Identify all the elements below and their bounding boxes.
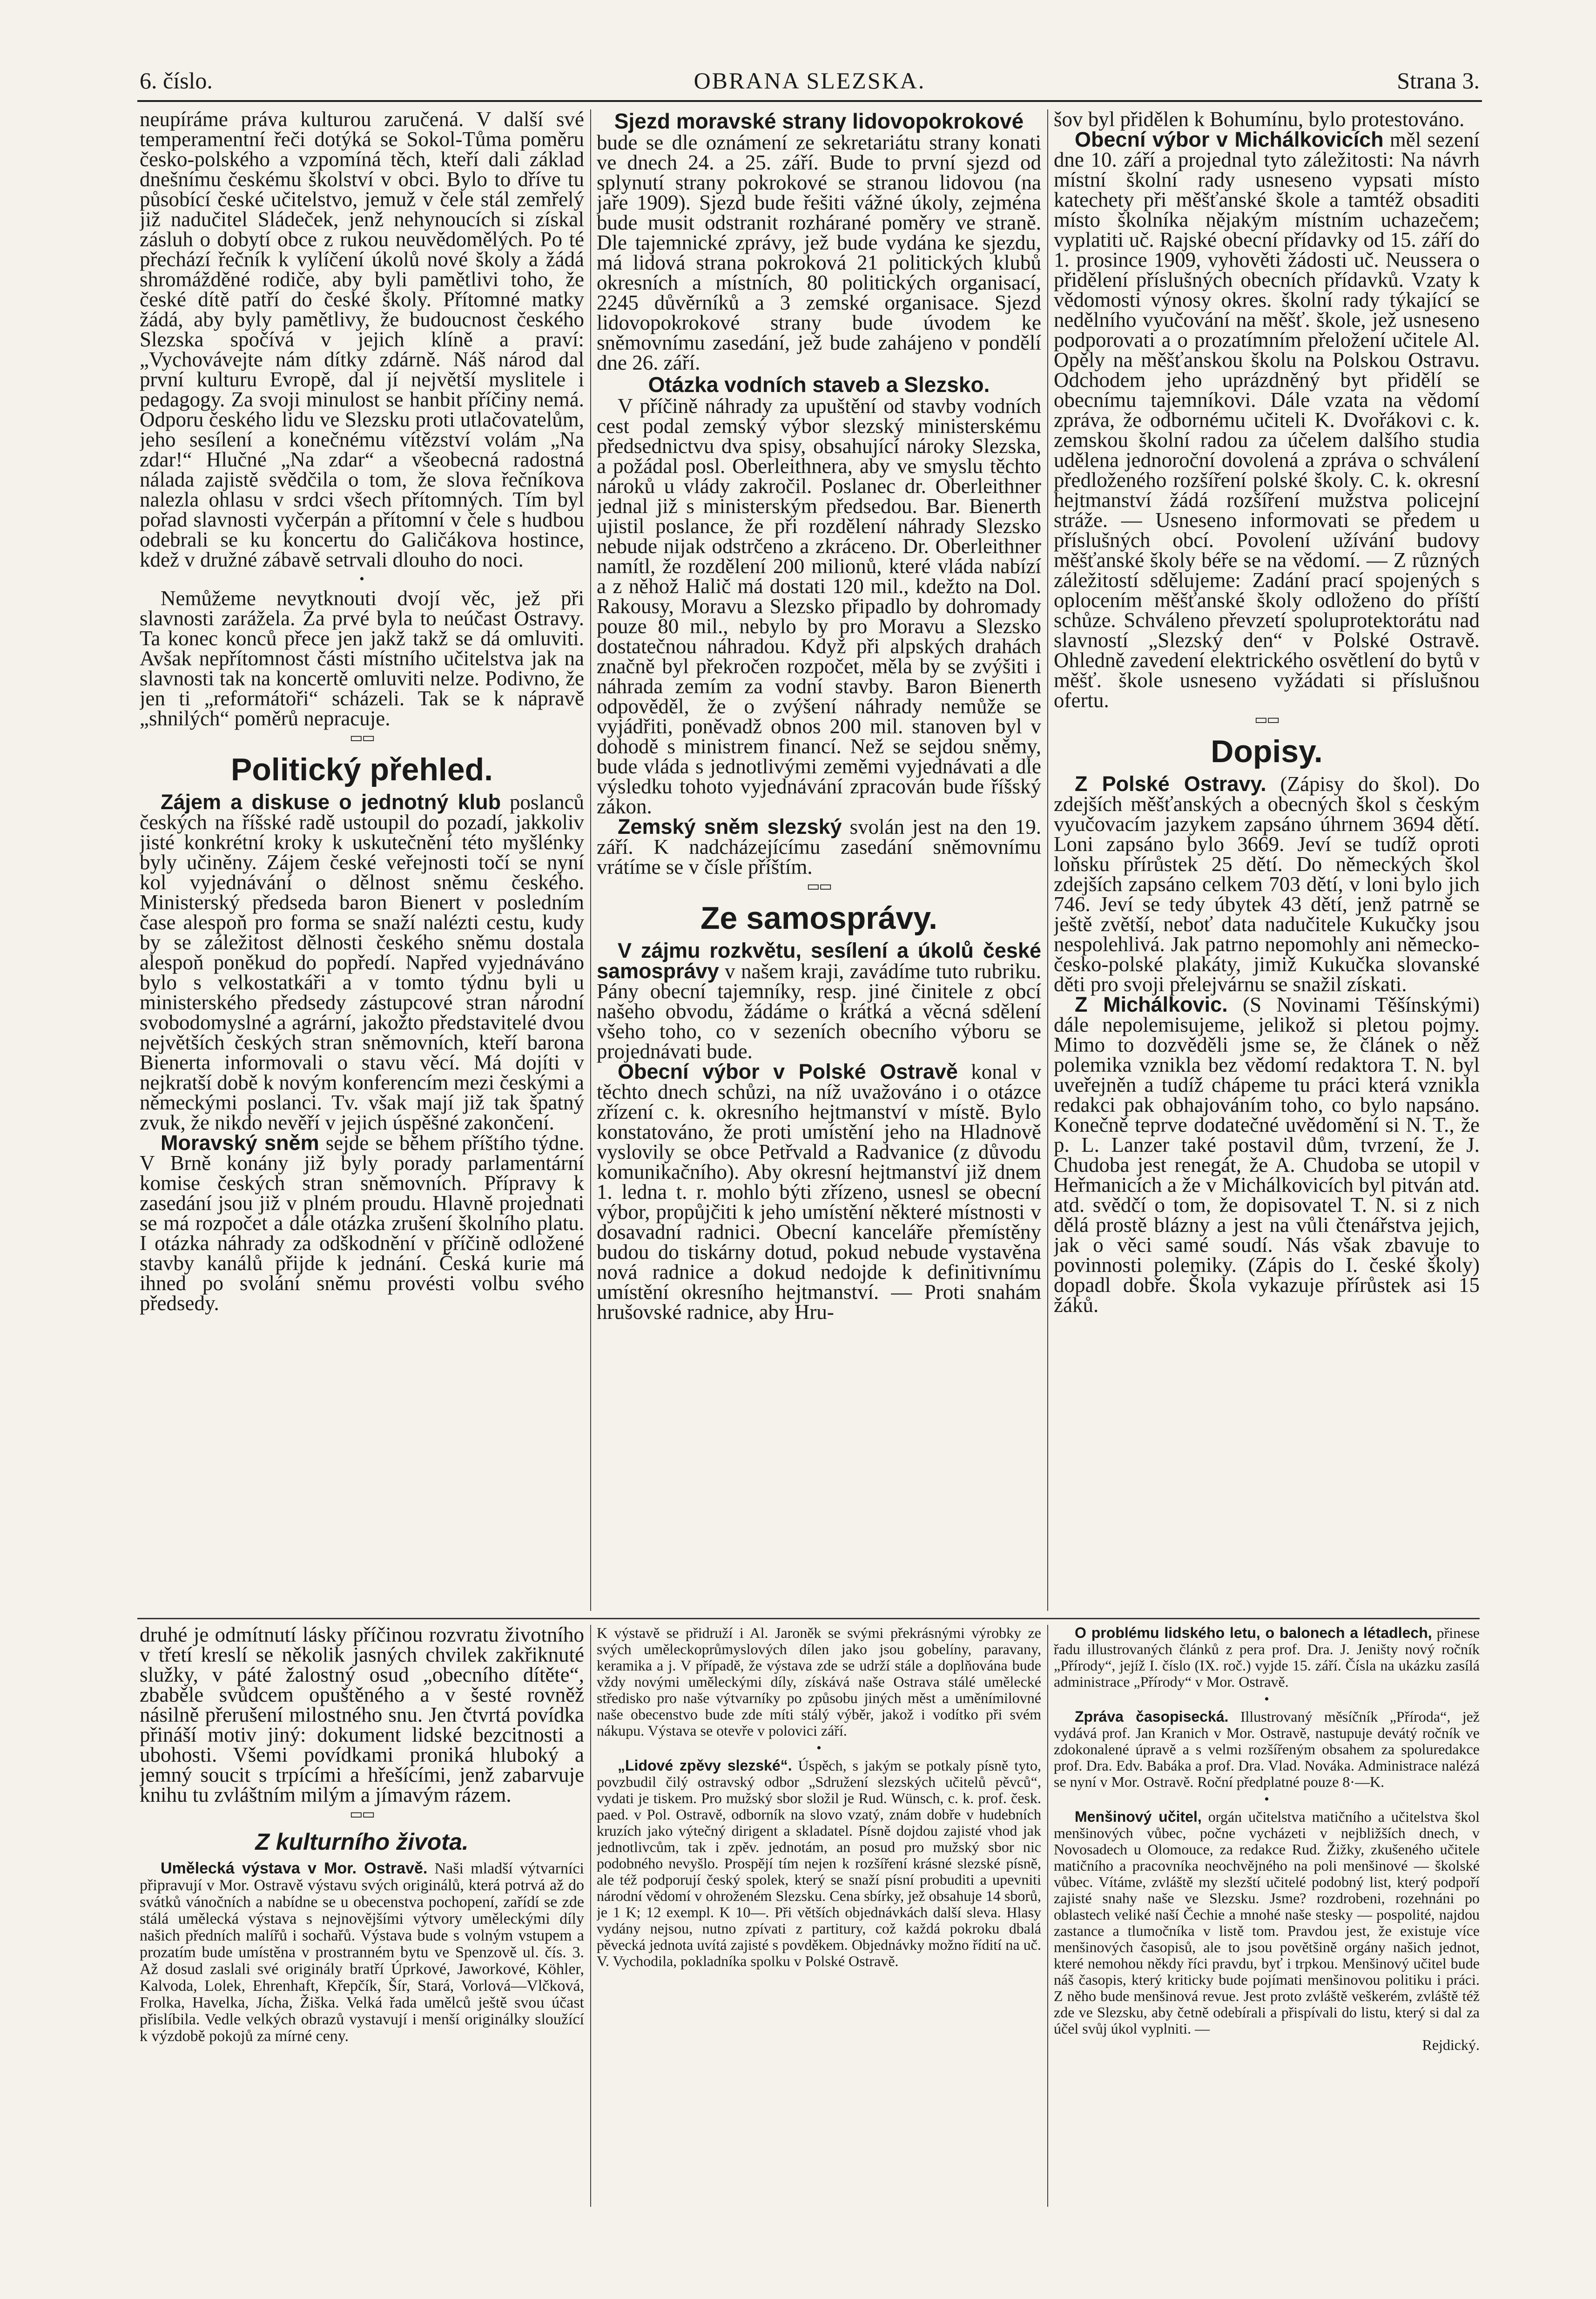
section-heading: Dopisy. [1211,734,1323,769]
paragraph [140,792,584,1133]
paragraph: neupíráme práva kulturou zaručená. V další své temperamentní řeči dotýká se Sokol-Tůma poměru česko-polského a vzpomíná těch, kteří dali základ dnešnímu českému školství v obci. Bylo to dříve tu působící české učitelstvo, jemuž v čele stál zemřelý již nadučitel Sládeček, jenž nehynoucích si získal zásluh o dobytí obce z rukou neuvědomělých. Po té přechází řečník k vylíčení úkolů nové školy a žádá shromážděné rodiče, aby byli pamětlivi toho, že české dítě patří do české školy. Přítomné matky žádá, aby byly pamětlivy, že budoucnost českého Slezska spočívá v jejich klíně a praví: „Vychovávejte nám dítky zdárně. Náš národ dal první kulturu Evropě, dal jí největší myslitele i pedagogy. Za svoji minulost se hanbit příčiny nemá. Odporu českého lidu ve Slezsku proti utlačovatelům, jeho sesílení a konečnému vítězství volám „Na zdar!“ Hlučné „Na zdar“ a všeobecná radostná nálada zajistě svědčila o tom, že slova řečníkova nalezla ohlasu v srdci všech přítomných. Tím byl pořad slavnosti vyčerpán a přítomní v čele s hudbou odebrali se ku koncertu do Galičákova hostince, kdež v družné zábavě setrvali dlouho do noci. [140,109,584,571]
paragraph [597,1758,1041,1969]
body-text: Úspěch, s jakým se potkaly písně tyto, povzbudil čilý ostravský odbor „Sdružení slezských učitelů pěvců“, vydati je tiskem. Pro mužský sbor složil je Rud. Wünsch, c. k. prof. česk. paed. v Pol. Ostravě, odborník na slovo vzatý, znám dobře v hudebních kruzích jako výtečný dirigent a skladatel. Písně dojdou zajisté vhod jak jednotlivcům, tak i zpěv. jednotám, an posud pro mužský sbor nic podobného nevyšlo. Prospějí tím nejen k rozšíření krásné slezské písně, ale též podporují český spolek, který se snaží písní probuditi a upevniti národní vědomí v ohroženém Slezsku. Cena sbírky, jež obsahuje 14 sborů, je 1 K; 12 exempl. K 10—. Při větších objednávkách další sleva. Hlasy vydány nejsou, nutno zpívati z partitury, což každá pokroku dbalá pěvecká jednota uvítá zajisté s povděkem. Objednávky možno řídití na uč. V. Vychodila, pokladníka spolku v Polské Ostravě. [597,1757,1041,1969]
section-rule [137,1618,1480,1619]
body-text: Illustrovaný měsíčník „Příroda“, jež vydává prof. Jan Kranich v Mor. Ostravě, nastupuje devátý ročník ve zdokonalené úpravě a s velmi rozšířeným obsahem za spoluredakce prof. Dra. Edv. Babáka a prof. Dra. Vlad. Nováka. Administrace nalézá se nyní v Mor. Ostravě. Roční předplatné pouze 8·—K. [1054,1708,1480,1790]
paragraph [1054,1809,1480,2037]
lead-text: Obecní výbor v Michálkovicích [1075,128,1384,151]
lead-text: Zemský sněm slezský [618,815,842,838]
paragraph: šov byl přidělen k Bohumínu, bylo protestováno. [1054,109,1465,131]
body-text: sejde se během příštího týdne. V Brně konány již byly porady parlamentární komise českých stran sněmovních. Přípravy k zasedání jsou již v plném proudu. Hlavně projednati se má rozpočet a dále otázka zrušení školního platu. I otázka náhrady za odškodnění v příčině odložené stavby kanálů přijde k jednání. Česká kurie má ihned po svolání sněmu provésti volbu svého předsedy. [140,1131,584,1315]
lead-text: Z Michálkovic. [1075,993,1228,1016]
lead-text: „Lidové zpěvy slezské“. [618,1757,792,1774]
page-header [140,65,1480,98]
lead-text: Zájem a diskuse o jednotný klub [161,790,501,814]
separator-ornament: ▭▭ [350,730,374,745]
issue-number: 6. číslo. [140,68,213,94]
author-signature: Rejdický. [1422,2036,1480,2053]
body-text: měl sezení dne 10. září a projednal tyto záležitosti: Na návrh místní školní rady usneseno vypsati místo katechety při měšťanské škole a tamtéž obsaditi místo školníka nějakým místním uchazečem; vyplatiti uč. Rajské obecní přídavky od 15. září do 1. prosince 1909, vyhověti žádosti uč. Neussera o přidělení příslušných obecních přídavků. Vzaty k vědomosti výnosy okres. školní rady týkající se nedělního vyučování na měšť. škole, jež usneseno podporovati a o prozatímním přeložení učitele Al. Opěly na měšťanskou školu na Polskou Ostravu. Odchodem jeho uprázdněný byt přidělí se obecnímu tajemníkovi. Dále vzata na vědomí zpráva, že odbornému učiteli K. Dvořákovi c. k. zemskou školní radou za účelem dalšího studia udělena jednoroční dovolená a zpráva o schválení předloženého rozšíření polské školy. C. k. okresní hejtmanství žádá rozšíření mužstva policejní stráže. — Usneseno informovati se předem u příslušných obcí. Povolení užívání budovy měšťanské školy béře se na vědomí. — Z různých záležitostí sdělujeme: Zadání prací spojených s oplocením měšťanské školy odloženo do příští schůze. Schváleno převzetí spoluprotektorátu nad slavností „Slezský den“ v Polské Ostravě. Ohledně zavedení elektrického osvětlení do bytů v měšť. škole usneseno vyžádati si příslušnou ofertu. [1054,128,1480,712]
paragraph [597,1062,1041,1322]
paragraph [597,817,1041,877]
separator-ornament: ▭▭ [1254,712,1279,727]
separator-star: • [1264,1792,1269,1807]
lead-text: Zpráva časopisecká. [1075,1708,1229,1725]
body-text: orgán učitelstva matičního a učitelstva škol menšinových vůbec, počne vycházeti v nejbližších dnech, v Novosadech u Olomouce, za redakce Rud. Žižky, zkušeného učitele matičního a pracovníka neochvějného na poli menšinové — školské vůbec. Vítáme, zvláště my slezští učitelé podobný list, který podpoří zajisté snahy naše ve Slezsku. Jsme? rozdrobeni, rozehnáni po oblastech veliké naší Čechie a mnohé naše stesky — pospolité, najdou zastance a tlumočníka v listě tom. Pravdou jest, že existuje více menšinových časopisů, ale to jsou povětšině orgány našich jednot, které nemohou někdy říci pravdu, byť i trpkou. Menšinový učitel bude náš časopis, který kriticky bude pojímati menšinovou politiku i práci. Z něho bude menšinová revue. Jest proto zvláště veškerém, zvláště též zde ve Slezsku, aby četně odebírali a přispívali do listu, který si dal za účel svůj úkol vyplniti. — [1054,1808,1480,2037]
body-text: (S Novinami Těšínskými) dále nepolemisujeme, jelikož si pletou pojmy. Mimo to dozvěděli jsme se, že článek o něž polemika vznikla bez vědomí redaktora T. N. byl uveřejněn a tudíž chápeme tu práci která vznikla redakci pak obhajováním toho, co bylo napsáno. Konečně teprve dodatečné uvědomění si N. T., že p. L. Lanzer také postavil dům, tvrzení, že J. Chudoba jest renegát, že A. Chudoba se utopil v Heřmanicích a že v Michálkovicích byl pitván atd. atd. svědčí o tom, že dopisovatel T. N. si z nich dělá prostě blázny a jest na vůli čtenářstva jejich, jak o věci samé soudí. Nás však zbavuje to povinnosti polemiky. (Zápis do I. české školy) dopadl dobře. Škola vykazuje přírůstek asi 15 žáků. [1054,993,1480,1317]
paragraph: Nemůžeme nevytknouti dvojí věc, jež při slavnosti zarážela. Za prvé byla to neúčast Ostravy. Ta konec konců přece jen jakž takž se dá omluviti. Avšak nepřítomnost části místního učitelstva jak na slavnosti tak na koncertě omluviti nelze. Podivno, že jen ti „reformátoři“ scházeli. Tak se k nápravě „shnilých“ poměrů nepracuje. [140,587,584,730]
body-text: přinese řadu illustrovaných článků z pera prof. Dra. J. Jeništy nový ročník „Přírody“, jejíž I. číslo (IX. roč.) vyjde 15. září. Čísla na ukázku zasílá administrace „Přírody“ v Mor. Ostravě. [1054,1625,1480,1690]
section-heading: Z kulturního života. [255,1829,469,1855]
section-heading: Sjezd moravské strany lidovopokrokové [614,109,1024,133]
column-divider [1047,109,1048,1611]
paragraph [1054,774,1480,994]
paragraph [1054,129,1480,710]
body-text: konal v těchto dnech schůzi, na níž uvažováno i o otázce zřízení c. k. okresního hejtmanství v místě. Bylo konstatováno, že proti umístění jeho na Hladnově vyslovily se obce Petřvald a Radvanice (z důvodu komunikačního). Aby okresní hejtmanství již dnem 1. ledna t. r. mohlo býti zřízeno, usnesl se obecní výbor, propůjčiti k jeho umístění některé místnosti v dosavadní radnici. Obecní kanceláře přemístěny budou do tiskárny dotud, pokud nebude vystavěna nová radnice a dokud nedojde k definitivnímu umístění okresního hejtmanství. — Proti snahám hrušovské radnice, aby Hru- [597,1060,1041,1324]
paragraph [140,1860,584,2045]
column-divider [590,109,591,1611]
page-number: Strana 3. [1397,68,1480,94]
body-text: svolán jest na den 19. září. K nadcházejícímu zasedání sněmovnímu vrátíme se v čísle příštím. [597,815,1041,879]
separator-star: • [816,1740,822,1756]
paragraph: bude se dle oznámení ze sekretariátu strany konati ve dnech 24. a 25. září. Bude to první sjezd od splynutí strany pokrokové se stranou lidovou (na jaře 1909). Sjezd bude řešiti vážné úkoly, zejména bude musit odstranit rozhárané poměry ve straně. Dle tajemnické zprávy, jež bude vydána ke sjezdu, má lidová strana pokroková 21 politických klubů okresních a místních, 80 politických organisací, 2245 důvěrníků a 3 zemské organisace. Sjezd lidovopokrokové strany bude úvodem ke sněmovnímu zasedání, jež bude zahájeno v pondělí dne 26. září. [597,131,1041,374]
column-1 [140,109,584,1611]
section-heading: Politický přehled. [230,752,493,787]
section-heading: Otázka vodních staveb a Slezsko. [648,372,990,397]
paragraph: K výstavě se přidruží i Al. Jaroněk se svými překrásnými výrobky ze svých uměleckoprůmyslových dílen jako jsou gobelíny, paravany, keramika a j. V případě, že výstava zde se udrží stále a doplňována bude vždy novými uměleckými díly, získává naše Ostrava stálé umělecké středisko pro naše výtvarníky po způsobu jiných měst a uměnímilovné naše obecenstvo bude zde míti stálý výběr, jakož i vodítko při svém nákupu. Výstava se otevře v polovici září. [597,1625,1041,1739]
paragraph: druhé je odmítnutí lásky příčinou rozvratu životního v třetí kreslí se několik jasných chvilek zakřiknuté služky, v páté žalostný osud „obecního dítěte“, zbaběle svůdcem opuštěného a v šesté rovněž násilně přerušení milostného snu. Jen čtvrtá povídka přináší motiv jiný: dokument lidské bezcitnosti a ubohosti. Všemi povídkami proniká hluboký a jemný soucit s trpícími a hřešícími, jenž zabarvuje knihu tu zvláštním milým a jímavým rázem. [140,1625,584,1806]
masthead-title: OBRANA SLEZSKA. [694,68,926,94]
column-divider [1047,1625,1048,2207]
separator-ornament: ▭▭ [350,1806,374,1822]
lead-text: V zájmu rozkvětu, sesílení a úkolů české samosprávy [597,939,1041,983]
header-rule [137,100,1482,102]
lower-column-1 [140,1625,584,2207]
body-text: poslanců českých na říšské radě ustoupil do pozadí, jakkoliv jisté konkrétní kroky k uskutečnění této myšlénky byly učiněny. Zájem české veřejnosti točí se nyní kol vyjednávání o dělnost sněmu českého. Ministerský předseda baron Bienert v posledním čase alespoň pro forma se snaží nalézti cestu, kudy by se záležitost dělnosti českého sněmu dostala alespoň poněkud do popředí. Napřed vyjednáváno bylo s velkostatkáři a v tomto týdnu byli u ministerského předsedy zástupcové stran národní svobodomyslné a agrární, jakožto představitelé dvou největších českých stran sněmovních, kteří barona Bienerta informovali o stavu věcí. Má dojíti v nejkratší době k novým konferencím mezi českými a německými poslanci. Tv. však mají již tak špatný zvuk, že nikdo nevěří v jejich úspěšné zakončení. [140,791,584,1134]
separator-ornament: ▭▭ [807,879,831,894]
paragraph [1054,994,1480,1315]
lead-text: Z Polské Ostravy. [1075,772,1266,796]
body-text: (Zápisy do škol). Do zdejších měšťanských a obecných škol s českým vyučovacím jazykem zapsáno úhrnem 3694 dětí. Loni zapsáno bylo 3669. Jeví se tudíž oproti loňsku přírůstek 25 dětí. Do německých škol zdejších zapsáno celkem 703 dětí, v loni bylo jich 746. Jeví se tedy úbytek 43 dětí, jenž patrně se ještě zvětší, neboť data nadučitele Kukučky jsou nespolehlivá. Jak patrno nepomohly ani německo-česko-polské plakáty, jimiž Kukučka slovanské děti pro svoji přelejvárnu se snažil získati. [1054,772,1480,996]
body-text: Naši mladší výtvarníci připravují v Mor. Ostravě výstavu svých originálů, která potrvá až do svátků vánočních a nabídne se u obecenstva pochopení, zařídí se zde stálá umělecká výstava s nejnovějšími výtvory uměleckými díly našich předních malířů i sochařů. Výstava bude s volným vstupem a prozatím bude umístěna v prostranném bytu ve Spenzově ul. čís. 3. Až dosud zaslali své originály bratří Úprkové, Jaworkové, Köhler, Kalvoda, Lolek, Ehrenhaft, Křepčík, Šír, Stará, Vorlová—Vlčková, Frolka, Havelka, Jícha, Žiška. Velká řada umělců ještě svou účast přislíbila. Vedle velkých obrazů vystavují i menší originálky sloužící k výzdobě pokojů za mírné ceny. [140,1860,584,2045]
separator-star: • [359,571,364,587]
column-divider [590,1625,591,2207]
separator-star: • [1264,1691,1269,1707]
lead-text: Umělecká výstava v Mor. Ostravě. [161,1859,428,1877]
lower-column-3 [1054,1625,1480,2207]
paragraph: V příčině náhrady za upuštění od stavby vodních cest podal zemský výbor slezský ministerskému předsednictvu dva spisy, obsahující nároky Slezska, a požádal posl. Oberleithnera, aby ve smyslu těchto nároků u vlády zakročil. Poslanec dr. Oberleithner jednal již s ministerským předsedou. Bar. Bienerth ujistil poslance, že při rozdělení náhrady Slezsko nebude nijak odstrčeno a zkráceno. Dr. Oberleithner namítl, že rozdělení 200 milionů, které vláda nabízí a z něhož Halič má dostati 120 mil., kdežto na Dol. Rakousy, Moravu a Slezsko připadlo by dohromady pouze 80 mil., nebylo by pro Moravu a Slezsko dostatečnou náhradou. Když při alpských drahách značně byl překročen rozpočet, měla by se zvýšiti i náhrada zemím za vodní stavby. Baron Bienerth odpověděl, že o zvýšení náhrady nemůže se vyjádřiti, poněvadž obnos 200 mil. stanoven byl v dohodě s ministrem financí. Než se sejdou sněmy, bude vláda s jednotlivými zeměmi vyjednávati a dle výsledku tohoto vyjednávání zpracován bude říšský zákon. [597,394,1041,818]
lead-text: Moravský sněm [161,1131,319,1155]
section-heading: Ze samosprávy. [700,900,937,936]
column-2 [597,109,1041,1611]
paragraph [597,940,1041,1062]
lead-text: Obecní výbor v Polské Ostravě [618,1060,958,1083]
paragraph [1054,1625,1480,1690]
paragraph [140,1133,584,1313]
body-text: v našem kraji, zavádíme tuto rubriku. Pány obecní tajemníky, resp. jiné činitele z obcí našeho obvodu, žádáme o krátká a věcná sdělení všeho toho, co v sezeních obecního výboru se projednávati bude. [597,960,1041,1063]
column-3 [1054,109,1480,1611]
lower-column-2 [597,1625,1041,2207]
lead-text: Menšinový učitel, [1075,1808,1202,1825]
lead-text: O problému lidského letu, o balonech a létadlech, [1075,1625,1432,1641]
paragraph [1054,1709,1480,1790]
